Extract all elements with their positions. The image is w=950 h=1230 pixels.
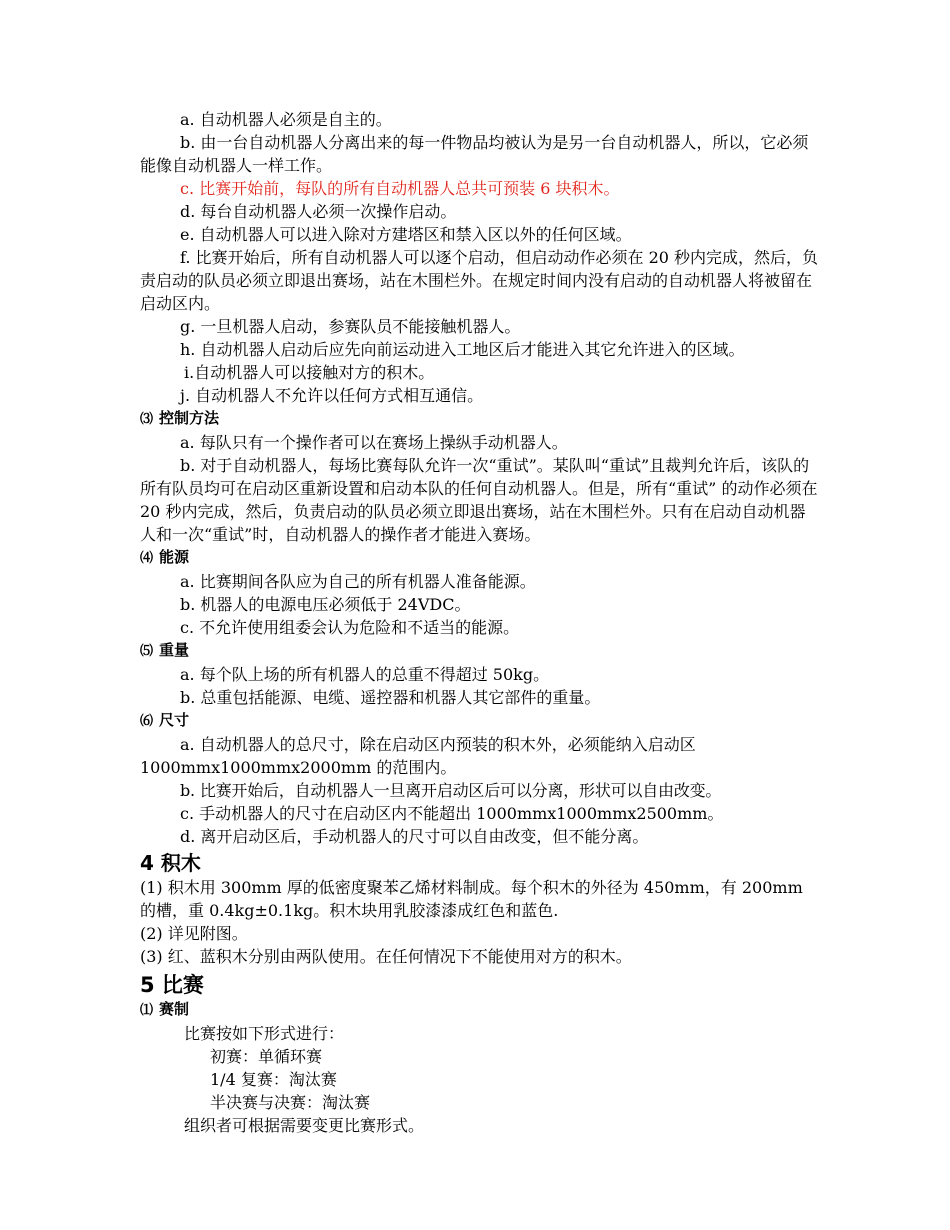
rule-b: b. 由一台自动机器人分离出来的每一件物品均被认为是另一台自动机器人，所以，它必须能像自动机器人一样工作。 [140,133,809,175]
power-c: c. 不允许使用组委会认为危险和不适当的能源。 [180,618,520,637]
section-heading-weight [140,639,820,663]
section-number: ⑷ [140,551,154,566]
section-title: 赛制 [159,1000,190,1018]
rule-i: i.自动机器人可以接触对方的积木。 [184,363,435,382]
rule-c-highlight: c. 比赛开始前，每队的所有自动机器人总共可预装 6 块积木。 [180,179,620,198]
rule-j: j. 自动机器人不允许以任何方式相互通信。 [180,386,484,405]
blocks-p2: (2) 详见附图。 [140,924,248,943]
match-stage-3: 半决赛与决赛：淘汰赛 [210,1093,371,1112]
rule-e: e. 自动机器人可以进入除对方建塔区和禁入区以外的任何区域。 [180,225,632,244]
section-heading-power [140,546,820,570]
weight-a: a. 每个队上场的所有机器人的总重不得超过 50kg。 [180,665,550,684]
match-note: 组织者可根据需要变更比赛形式。 [184,1116,425,1135]
control-b: b. 对于自动机器人，每场比赛每队允许一次“重试”。某队叫“重试”且裁判允许后，该队的所有队员均可在启动区重新设置和启动本队的任何自动机器人。但是，所有“重试” 的动作必须在 20 秒内完成，然后，负责启动的队员必须立即退出赛场，站在木围栏外。只有在启动自动机器人和一次“重试”时，自动机器人的操作者才能进入赛场。 [140,456,818,544]
size-d: d. 离开启动区后，手动机器人的尺寸可以自由改变，但不能分离。 [180,827,649,846]
section-heading-size [140,709,820,733]
section-title: 尺寸 [159,711,190,729]
rule-f: f. 比赛开始后，所有自动机器人可以逐个启动，但启动动作必须在 20 秒内完成，然后，负责启动的队员必须立即退出赛场，站在木围栏外。在规定时间内没有启动的自动机器人将被留在启动区内。 [140,248,819,313]
section-heading-control [140,407,820,431]
match-intro: 比赛按如下形式进行： [184,1024,345,1043]
rule-g: g. 一旦机器人启动，参赛队员不能接触机器人。 [180,317,521,336]
section-title: 重量 [159,641,190,659]
weight-b: b. 总重包括能源、电缆、遥控器和机器人其它部件的重量。 [180,688,601,707]
power-a: a. 比赛期间各队应为自己的所有机器人准备能源。 [180,572,536,591]
rule-h: h. 自动机器人启动后应先向前运动进入工地区后才能进入其它允许进入的区域。 [180,340,745,359]
section-number: ⑹ [140,714,154,729]
rule-a: a. 自动机器人必须是自主的。 [180,110,392,129]
rule-d: d. 每台自动机器人必须一次操作启动。 [180,202,457,221]
size-a: a. 自动机器人的总尺寸，除在启动区内预装的积木外，必须能纳入启动区 1000mmx1000mmx2000mm 的范围内。 [140,735,696,777]
heading-blocks: 4 积木 [140,851,201,875]
section-title: 能源 [159,548,190,566]
match-stage-1: 初赛：单循环赛 [210,1047,323,1066]
section-number: ⑸ [140,644,154,659]
control-a: a. 每队只有一个操作者可以在赛场上操纵手动机器人。 [180,433,568,452]
section-title: 控制方法 [159,409,220,427]
heading-match: 5 比赛 [140,973,204,997]
match-stage-2: 1/4 复赛：淘汰赛 [210,1070,337,1089]
section-number: ⑴ [140,1003,154,1018]
blocks-p1: (1) 积木用 300mm 厚的低密度聚苯乙烯材料制成。每个积木的外径为 450mm，有 200mm 的槽，重 0.4kg±0.1kg。积木块用乳胶漆漆成红色和蓝色. [140,878,803,920]
section-number: ⑶ [140,412,154,427]
power-b: b. 机器人的电源电压必须低于 24VDC。 [180,595,471,614]
section-heading-format [140,998,820,1022]
document-page [140,108,820,1137]
blocks-p3: (3) 红、蓝积木分别由两队使用。在任何情况下不能使用对方的积木。 [140,947,632,966]
size-b: b. 比赛开始后，自动机器人一旦离开启动区后可以分离，形状可以自由改变。 [180,781,722,800]
size-c: c. 手动机器人的尺寸在启动区内不能超出 1000mmx1000mmx2500mm。 [180,804,724,823]
